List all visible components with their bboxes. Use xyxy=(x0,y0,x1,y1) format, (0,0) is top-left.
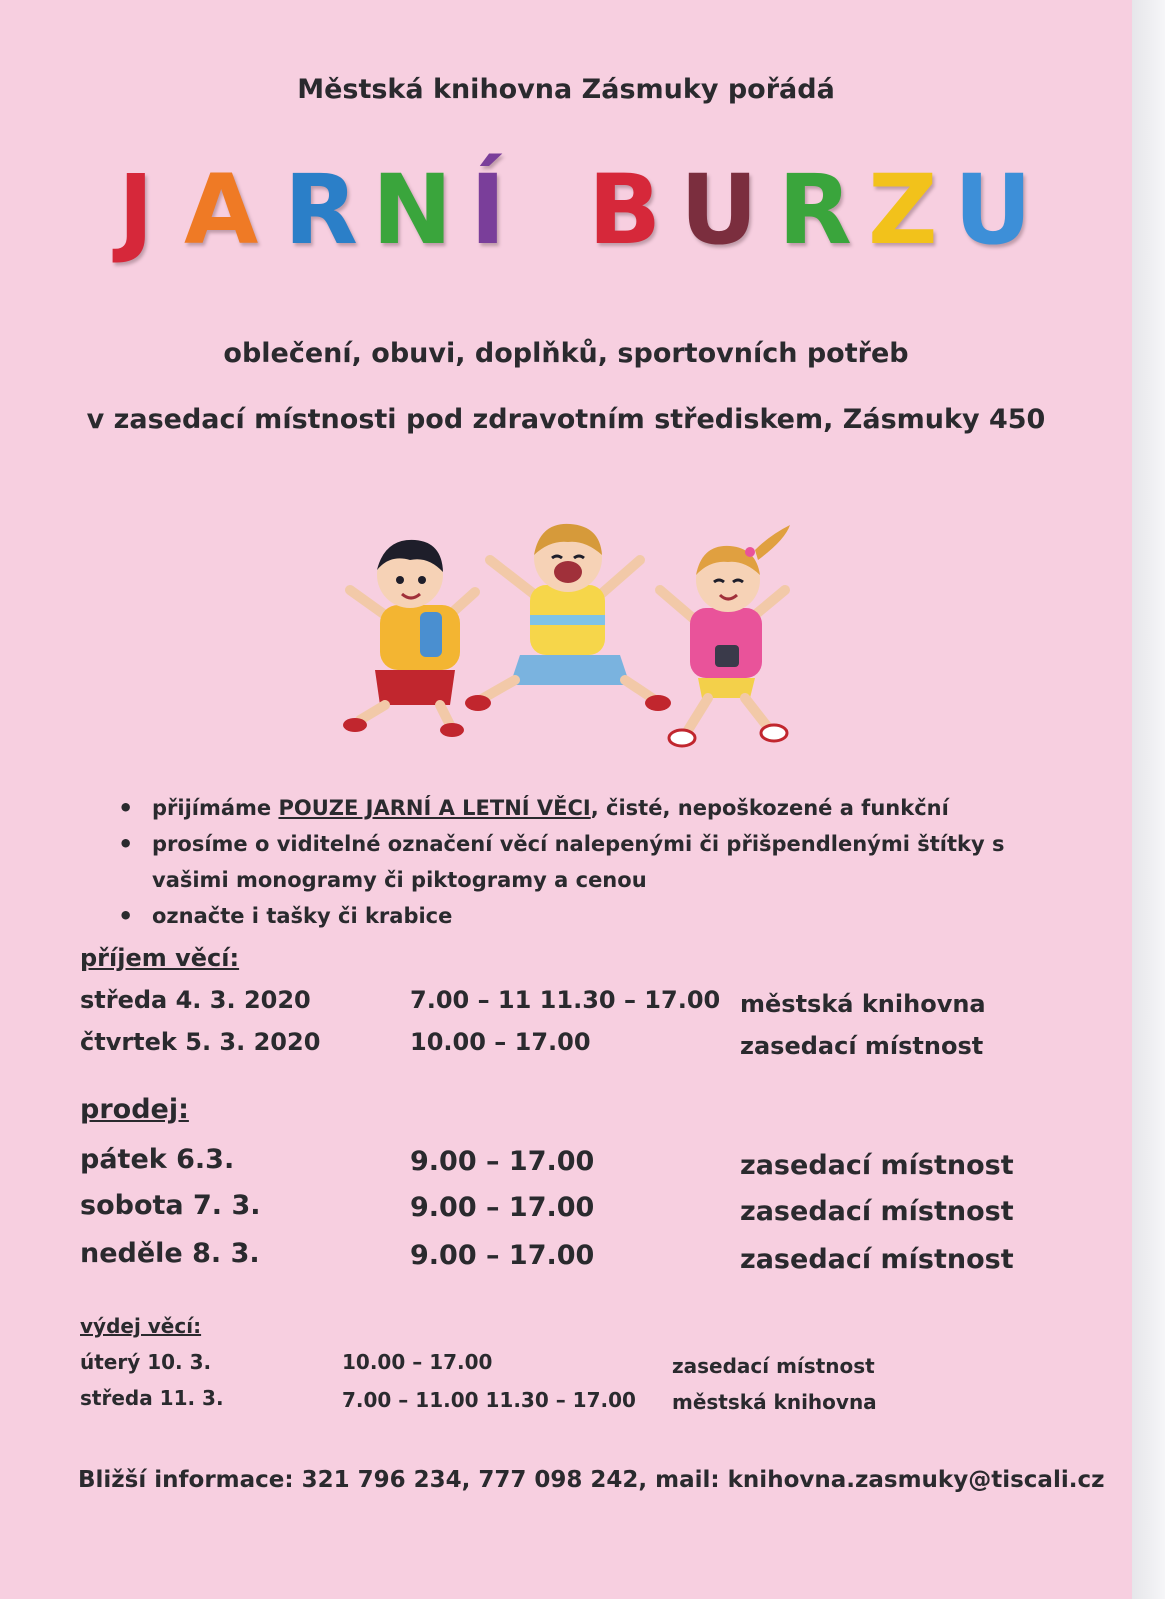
schedule-day: sobota 7. 3. xyxy=(80,1190,261,1221)
schedule-place: zasedací místnost xyxy=(740,1150,1014,1181)
venue-line: v zasedací místnosti pod zdravotním střediskem, Zásmuky 450 xyxy=(86,404,1046,435)
schedule-day: pátek 6.3. xyxy=(80,1144,235,1175)
goods-line: oblečení, obuvi, doplňků, sportovních potřeb xyxy=(223,338,909,369)
headline-letter: Í xyxy=(470,154,506,266)
kid-girl-icon xyxy=(660,525,790,746)
headline-letter: N xyxy=(372,154,453,266)
schedule-day: středa 4. 3. 2020 xyxy=(80,986,311,1014)
schedule-time: 9.00 – 17.00 xyxy=(410,1192,595,1223)
rule-text: , čisté, nepoškozené a funkční xyxy=(590,796,949,820)
schedule-place: zasedací místnost xyxy=(740,1244,1014,1275)
schedule-day: středa 11. 3. xyxy=(80,1386,224,1410)
schedule-place: zasedací místnost xyxy=(672,1354,875,1378)
schedule-time: 9.00 – 17.00 xyxy=(410,1240,595,1271)
headline-letter: J xyxy=(118,154,154,266)
headline-letter: R xyxy=(284,154,358,266)
kid-boy-icon xyxy=(343,540,475,737)
schedule-time: 10.00 – 17.00 xyxy=(342,1350,493,1374)
headline-letter: U xyxy=(680,154,758,266)
rule-emphasis: POUZE JARNÍ A LETNÍ VĚCI xyxy=(278,796,591,820)
section-heading-prijem: příjem věcí: xyxy=(80,944,240,972)
headline-letter: Z xyxy=(868,154,938,266)
headline-letter: U xyxy=(954,154,1032,266)
headline xyxy=(118,150,1048,270)
headline-letter: B xyxy=(588,154,662,266)
rule-item: • označte i tašky či krabice xyxy=(110,898,1060,934)
headline-letter: R xyxy=(778,154,852,266)
headline-letter: A xyxy=(184,154,259,266)
schedule-place: městská knihovna xyxy=(740,990,986,1018)
section-heading-prodej: prodej: xyxy=(80,1094,189,1125)
schedule-time: 10.00 – 17.00 xyxy=(410,1028,591,1056)
schedule-day: čtvrtek 5. 3. 2020 xyxy=(80,1028,321,1056)
kid-center-icon xyxy=(465,524,671,711)
scan-edge xyxy=(1132,0,1165,1599)
schedule-time: 9.00 – 17.00 xyxy=(410,1146,595,1177)
organizer-subtitle: Městská knihovna Zásmuky pořádá xyxy=(297,74,835,105)
schedule-place: zasedací místnost xyxy=(740,1196,1014,1227)
section-heading-vydej: výdej věcí: xyxy=(80,1314,202,1338)
schedule-place: městská knihovna xyxy=(672,1390,877,1414)
schedule-place: zasedací místnost xyxy=(740,1032,984,1060)
schedule-time: 7.00 – 11.00 11.30 – 17.00 xyxy=(342,1388,636,1412)
rule-item: • prosíme o viditelné označení věcí nalepenými či přišpendlenými štítky s vašimi monogramy či piktogramy a cenou xyxy=(110,826,1060,898)
rules-list xyxy=(110,790,1060,934)
rule-item xyxy=(110,790,1060,826)
contact-footer: Bližší informace: 321 796 234, 777 098 242, mail: knihovna.zasmuky@tiscali.cz xyxy=(78,1467,1105,1493)
jumping-kids-illustration xyxy=(330,520,820,760)
schedule-time: 7.00 – 11 11.30 – 17.00 xyxy=(410,986,721,1014)
schedule-day: neděle 8. 3. xyxy=(80,1238,260,1269)
rule-text: přijímáme xyxy=(152,796,279,820)
schedule-day: úterý 10. 3. xyxy=(80,1350,212,1374)
